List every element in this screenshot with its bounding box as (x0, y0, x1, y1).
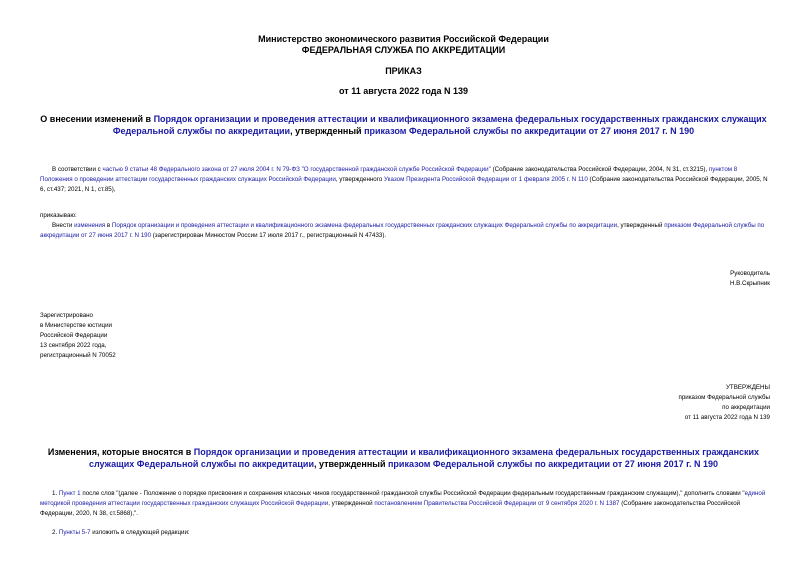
service-name: ФЕДЕРАЛЬНАЯ СЛУЖБА ПО АККРЕДИТАЦИИ (301, 45, 506, 55)
registration-line: в Министерстве юстиции (40, 322, 113, 329)
preamble-link-decree[interactable]: Указом Президента Российской Федерации от 1 февраля 2005 г. N 110 (384, 176, 588, 183)
title-text-2: , утвержденный (290, 126, 365, 136)
order-date-number: от 11 августа 2022 года N 139 (339, 86, 468, 96)
preamble-text-3: , утвержденного (335, 176, 385, 183)
registration-line: регистрационный N 70052 (40, 352, 116, 359)
registration-block (40, 311, 116, 361)
changes-text-1: Изменения, которые вносятся в (47, 447, 194, 457)
registration-line: 13 сентября 2022 года, (40, 342, 107, 349)
approved-line: УТВЕРЖДЕНЫ (726, 384, 770, 391)
item-2-paragraph (40, 528, 770, 538)
item1-link-point-1[interactable]: Пункт 1 (58, 490, 81, 497)
preamble-link-regulation[interactable]: пунктом 8 Положения о проведении аттестации государственных гражданских служащих Российской Федерации (40, 166, 738, 183)
item2-text-1: 2. (52, 529, 59, 536)
title-text-1: О внесении изменений в (40, 114, 154, 124)
item1-text-4: (Собрание законодательства Российской Федерации, 2020, N 38, ст.5868),". (40, 500, 741, 517)
item2-text-2: изложить в следующей редакции: (90, 529, 190, 536)
document-header (0, 34, 807, 56)
clause-text-4: (зарегистрирован Минюстом России 17 июля 2017 г., регистрационный N 47433). (151, 232, 387, 239)
clause-text-3: , утвержденный (617, 222, 665, 229)
registration-line: Зарегистрировано (40, 312, 93, 319)
changes-title (40, 446, 767, 470)
approved-line: от 11 августа 2022 года N 139 (684, 414, 770, 421)
item2-link-points-5-7[interactable]: Пункты 5-7 (58, 529, 91, 536)
preamble-paragraph (40, 165, 770, 195)
item1-link-resolution[interactable]: постановлением Правительства Российской Федерации от 9 сентября 2020 г. N 1387 (374, 500, 620, 507)
clause-link-changes[interactable]: изменения (74, 222, 106, 229)
preamble-text-4: (Собрание законодательства Российской Федерации, 2005, N 6, ст.437; 2021, N 1, ст.85), (40, 176, 768, 193)
title-link-order-190[interactable]: приказом Федеральной службы по аккредитации от 27 июня 2017 г. N 190 (364, 126, 695, 136)
approved-block (678, 383, 770, 423)
document-title (40, 113, 767, 137)
order-verb: приказываю: (40, 212, 77, 219)
clause-text-1: Внести (52, 222, 75, 229)
changes-link-order-190[interactable]: приказом Федеральной службы по аккредитации от 27 июня 2017 г. N 190 (388, 459, 719, 469)
signature-name: Н.В.Скрыпник (729, 280, 770, 287)
title-link-procedure[interactable]: Порядок организации и проведения аттестации и квалификационного экзамена федеральных государственных гражданских служащих Федеральной службы по аккредитации (112, 114, 767, 136)
item-1-paragraph (40, 489, 770, 519)
changes-link-procedure[interactable]: Порядок организации и проведения аттестации и квалификационного экзамена федеральных государственных гражданских служащих Федеральной службы по аккредитации (88, 447, 760, 469)
clause-text-2: в (105, 222, 112, 229)
preamble-link-law[interactable]: частью 9 статьи 48 Федерального закона от 27 июля 2004 г. N 79-ФЗ "О государственной гражданской службе Российской Федерации" (102, 166, 491, 173)
preamble-text-2: (Собрание законодательства Российской Федерации, 2004, N 31, ст.3215), (490, 166, 709, 173)
item1-text-1: 1. (52, 490, 59, 497)
registration-line: Российской Федерации (40, 332, 108, 339)
signature-block (730, 269, 770, 289)
ministry-name: Министерство экономического развития Российской Федерации (258, 34, 549, 44)
changes-text-2: , утвержденный (313, 459, 388, 469)
order-clause-paragraph (40, 221, 770, 241)
preamble-text-1: В соответствии с (52, 166, 103, 173)
item1-text-2: после слов "(далее - Положение о порядке присвоения и сохранения классных чинов государственной гражданской службы Российской Федерации федеральным государственным гражданским служащим)," дополнить словами " (80, 490, 745, 497)
approved-line: по аккредитации (722, 404, 770, 411)
item1-link-methodology[interactable]: единой методикой проведения аттестации государственных гражданских служащих Российской Федерации (40, 490, 766, 507)
approved-line: приказом Федеральной службы (678, 394, 770, 401)
clause-link-order-190[interactable]: приказом Федеральной службы по аккредитации от 27 июня 2017 г. N 190 (40, 222, 765, 239)
item1-text-3: , утвержденной (328, 500, 375, 507)
clause-link-procedure[interactable]: Порядок организации и проведения аттестации и квалификационного экзамена федеральных государственных гражданских служащих Федеральной службы по аккредитации (111, 222, 618, 229)
signature-role: Руководитель (730, 270, 770, 277)
order-label: ПРИКАЗ (385, 66, 422, 76)
